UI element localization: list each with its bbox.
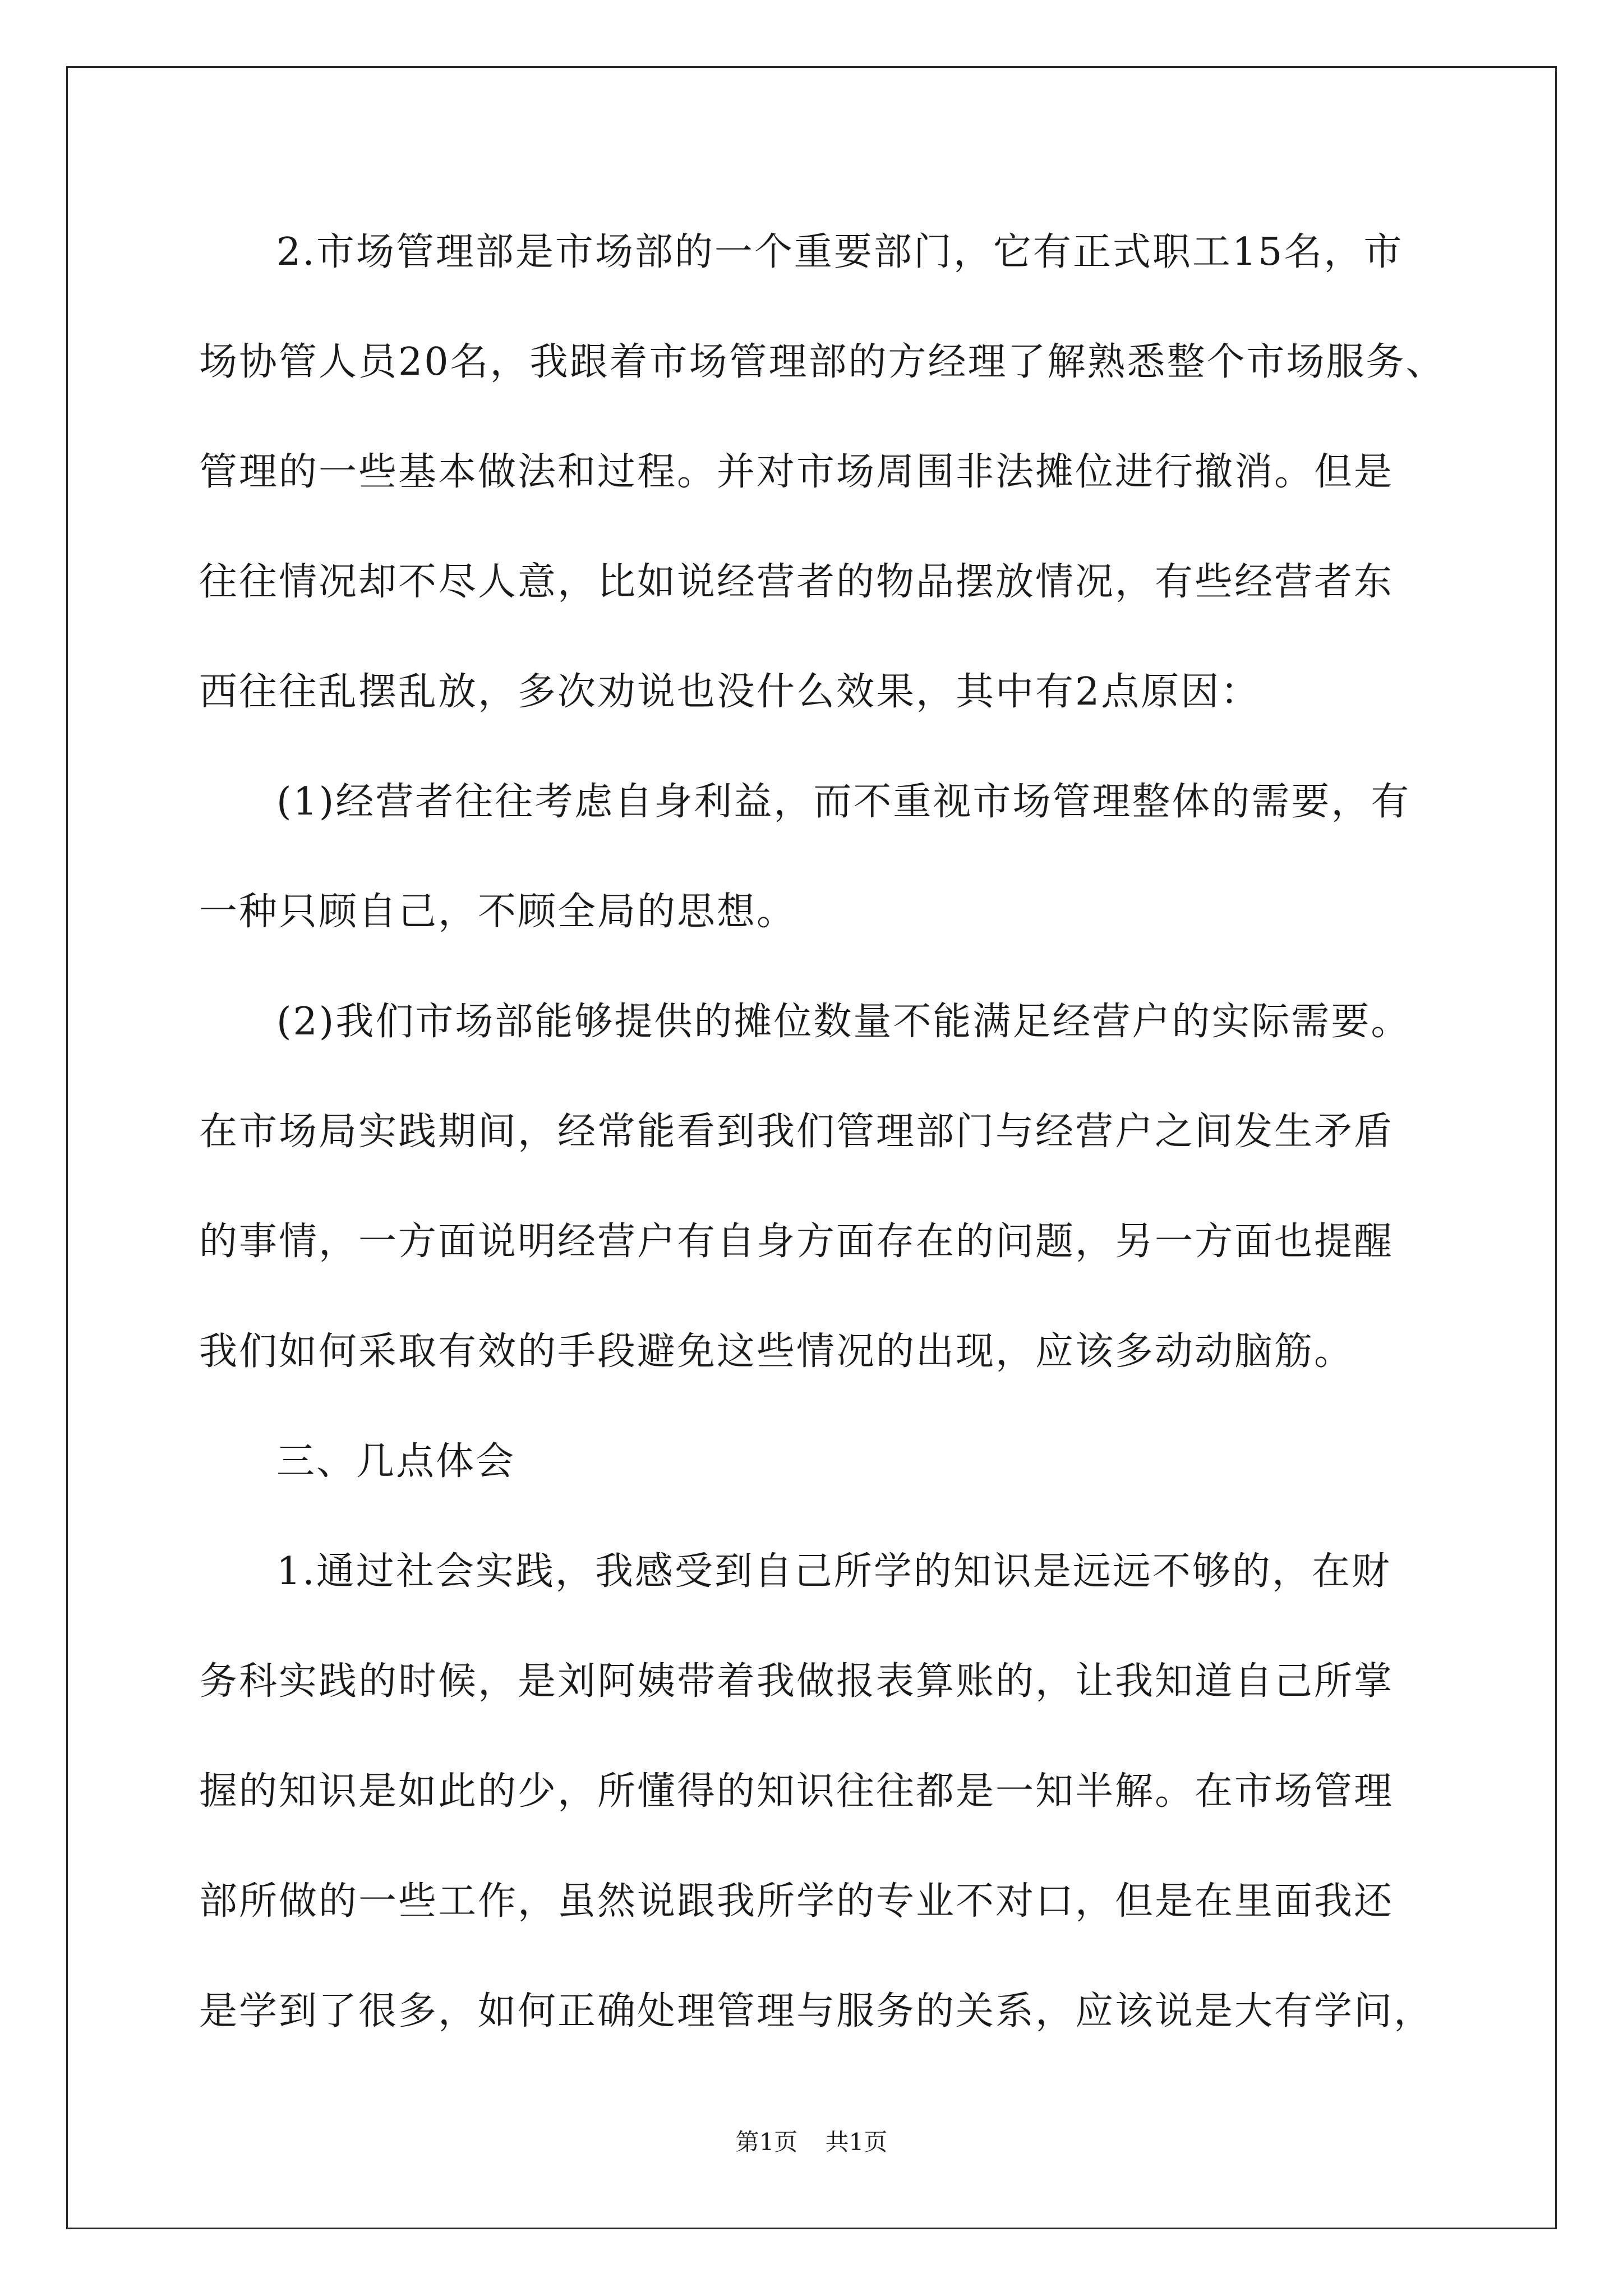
text-line: 西往往乱摆乱放，多次劝说也没什么效果，其中有2点原因： [199, 670, 1261, 714]
text-line: 1.通过社会实践，我感受到自己所学的知识是远远不够的，在财 [276, 1549, 1391, 1594]
text-line: 部所做的一些工作，虽然说跟我所学的专业不对口，但是在里面我还 [199, 1879, 1394, 1924]
document-body [199, 216, 1450, 2085]
text-line: 场协管人员20名，我跟着市场管理部的方经理了解熟悉整个市场服务、 [199, 340, 1446, 384]
page-total: 共1页 [825, 2128, 888, 2156]
section-heading: 三、几点体会 [276, 1439, 516, 1484]
text-line: 在市场局实践期间，经常能看到我们管理部门与经营户之间发生矛盾 [199, 1110, 1394, 1154]
text-line: 的事情，一方面说明经营户有自身方面存在的问题，另一方面也提醒 [199, 1220, 1394, 1264]
text-line: 握的知识是如此的少，所懂得的知识往往都是一知半解。在市场管理 [199, 1769, 1394, 1814]
text-line: 我们如何采取有效的手段避免这些情况的出现，应该多动动脑筋。 [199, 1329, 1354, 1374]
text-line: 2.市场管理部是市场部的一个重要部门，它有正式职工15名，市 [276, 230, 1404, 274]
text-line: 一种只顾自己，不顾全局的思想。 [199, 890, 797, 934]
text-line: 务科实践的时候，是刘阿姨带着我做报表算账的，让我知道自己所掌 [199, 1659, 1394, 1704]
text-line: 往往情况却不尽人意，比如说经营者的物品摆放情况，有些经营者东 [199, 560, 1394, 604]
text-line: (1)经营者往往考虑自身利益，而不重视市场管理整体的需要，有 [276, 780, 1411, 824]
text-line: 管理的一些基本做法和过程。并对市场周围非法摊位进行撤消。但是 [199, 450, 1394, 494]
text-line: (2)我们市场部能够提供的摊位数量不能满足经营户的实际需要。 [276, 1000, 1411, 1044]
page-number: 第1页 [735, 2128, 798, 2156]
page-footer [0, 2124, 1623, 2157]
text-line: 是学到了很多，如何正确处理管理与服务的关系，应该说是大有学问， [199, 1989, 1434, 2033]
